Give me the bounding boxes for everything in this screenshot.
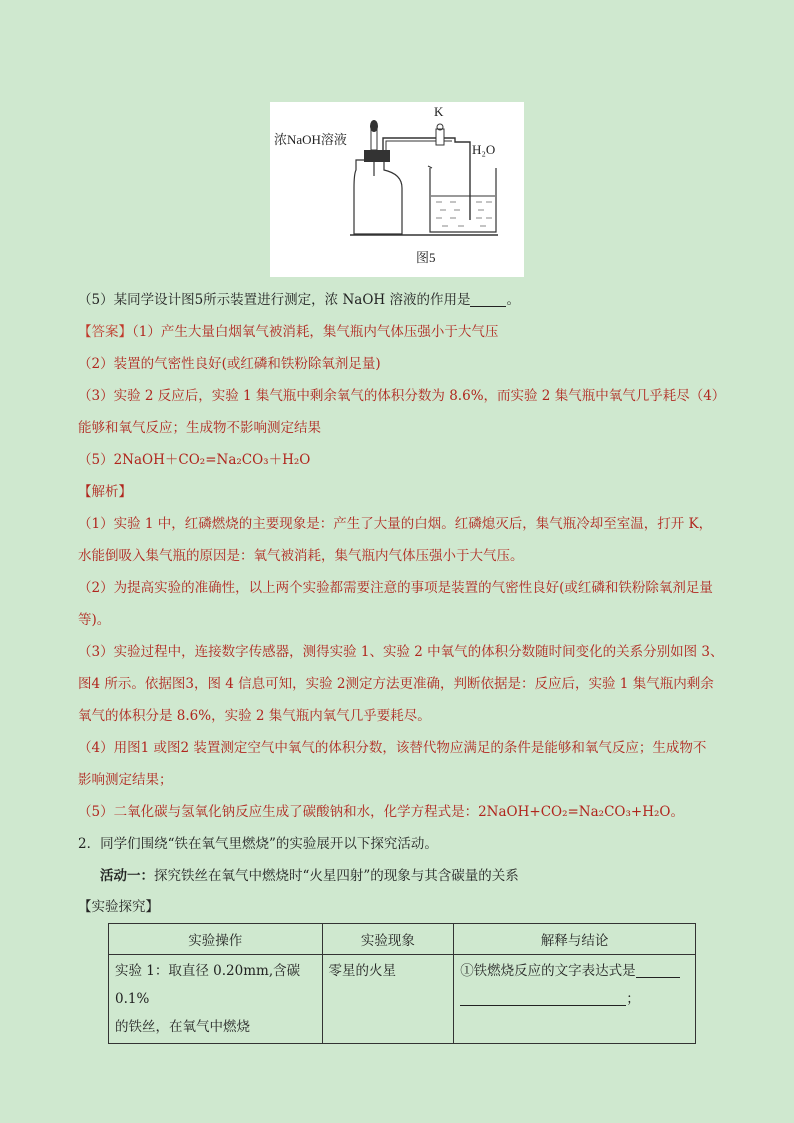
table-header-row — [109, 924, 696, 955]
figure-label-naoh: 浓NaOH溶液 — [274, 132, 347, 147]
header-phenomenon: 实验现象 — [322, 924, 454, 955]
analysis-3b: 图4 所示。依据图3，图 4 信息可知，实验 2测定方法更准确，判断依据是：反应后，实验 1 集气瓶内剩余 — [78, 676, 714, 692]
apparatus-figure — [270, 102, 524, 277]
answer-line-5: （5）2NaOH＋CO₂=Na₂CO₃＋H₂O — [78, 452, 311, 468]
question-2: 2．同学们围绕“铁在氧气里燃烧”的实验展开以下探究活动。 — [78, 836, 438, 852]
analysis-3c: 氧气的体积分是 8.6%，实验 2 集气瓶内氧气几乎要耗尽。 — [78, 708, 431, 724]
answer-1-text: （1）产生大量白烟氧气被消耗，集气瓶内气体压强小于大气压 — [132, 324, 499, 340]
question-5-end: 。 — [506, 292, 520, 308]
analysis-4b: 影响测定结果； — [78, 772, 173, 788]
analysis-3a: （3）实验过程中，连接数字传感器，测得实验 1、实验 2 中氧气的体积分数随时间变化的关系分别如图 3、 — [78, 644, 724, 660]
figure-label-h2o: H₂O — [472, 142, 496, 157]
analysis-4a: （4）用图1 或图2 装置测定空气中氧气的体积分数，该替代物应满足的条件是能够和氧气反应；生成物不 — [78, 740, 707, 756]
analysis-2a: （2）为提高实验的准确性，以上两个实验都需要注意的事项是装置的气密性良好(或红磷和铁粉除氧剂足量 — [78, 580, 713, 596]
answer-line-1 — [78, 322, 498, 342]
table-row — [109, 955, 696, 1044]
analysis-1b: 水能倒吸入集气瓶的原因是：氧气被消耗，集气瓶内气体压强小于大气压。 — [78, 548, 524, 564]
explore-tag: 【实验探究】 — [78, 899, 159, 915]
activity-text: 探究铁丝在氧气中燃烧时“火星四射”的现象与其含碳量的关系 — [154, 868, 519, 884]
apparatus-diagram — [270, 102, 524, 277]
answer-line-2: （2）装置的气密性良好(或红磷和铁粉除氧剂足量) — [78, 356, 381, 372]
conclusion-blank-2 — [460, 991, 626, 1006]
header-operation: 实验操作 — [109, 924, 323, 955]
figure-caption: 图5 — [416, 250, 436, 265]
cell-conclusion — [454, 955, 696, 1044]
cell-operation — [109, 955, 323, 1044]
operation-line-1: 实验 1：取直径 0.20mm,含碳 0.1% — [115, 963, 301, 1007]
answer-tag: 【答案】 — [78, 324, 132, 340]
operation-line-2: 的铁丝，在氧气中燃烧 — [115, 1019, 250, 1035]
activity-label: 活动一： — [100, 868, 154, 884]
analysis-tag: 【解析】 — [78, 484, 132, 500]
answer-line-3a: （3）实验 2 反应后，实验 1 集气瓶中剩余氧气的体积分数为 8.6%，而实验 2 集气瓶中氧气几乎耗尽（4） — [78, 388, 726, 404]
analysis-5: （5）二氧化碳与氢氧化钠反应生成了碳酸钠和水，化学方程式是：2NaOH+CO₂=Na₂CO₃+H₂O。 — [78, 804, 684, 820]
figure-label-k: K — [434, 104, 444, 119]
analysis-1a: （1）实验 1 中，红磷燃烧的主要现象是：产生了大量的白烟。红磷熄灭后，集气瓶冷却至室温，打开 K， — [78, 516, 713, 532]
conclusion-text: ①铁燃烧反应的文字表达式是 — [460, 963, 636, 979]
answer-blank — [470, 292, 506, 307]
conclusion-end: ； — [626, 991, 640, 1007]
experiment-table — [108, 923, 696, 1044]
question-5-text: （5）某同学设计图5所示装置进行测定，浓 NaOH 溶液的作用是 — [78, 292, 471, 308]
question-5 — [78, 290, 520, 310]
conclusion-blank-1 — [636, 963, 680, 978]
cell-phenomenon: 零星的火星 — [322, 955, 454, 1044]
answer-line-3b: 能够和氧气反应；生成物不影响测定结果 — [78, 420, 321, 436]
header-conclusion: 解释与结论 — [454, 924, 696, 955]
analysis-2b: 等)。 — [78, 612, 111, 628]
activity-1 — [100, 866, 519, 886]
